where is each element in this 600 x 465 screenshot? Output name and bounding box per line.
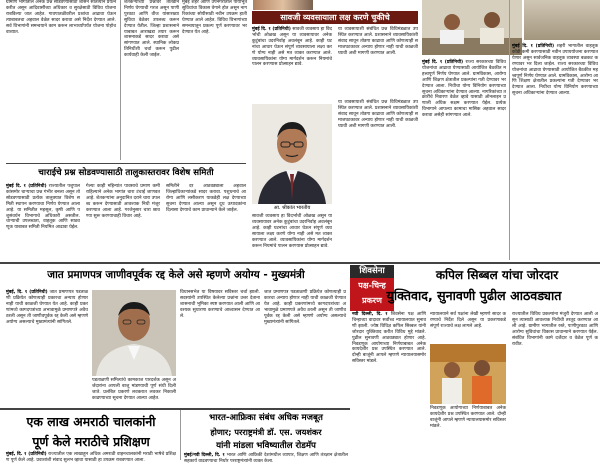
article-text: राज्यातील पशुपालकांसमोर चाऱ्याचा प्रश्न गंभीर बनला असून तो सोडवण्यासाठी प्रत्येक तालुक्यात विशेष समिती स्थापन करण्याचा निर्णय घेण्यात आला आहे. या समितीत महसूल, कृषी आणि पशुसंवर्धन विभागाचे अधिकारी असतील. चाऱ्याची उपलब्धता, वाहतूक आणि साठवणूक याबाबत समिती नियमित आढावा घेईल. [6, 184, 80, 231]
article-text: राज्य सरकारच्या विविध योजनांचा आढावा घेण्यासाठी आयोजित बैठकीत महत्त्वपूर्ण निर्णय घेण्यात आले. ग्रामविकास, आरोग्य आणि शिक्षण क्षेत्रातील प्रकल्पांना गती देण्यावर भर देण्यात आला. निधीचा योग्य विनियोग करण्याच्या सूचना अधिकाऱ्यांना देण्यात आल्या. [512, 61, 598, 97]
sibal-col-1 [352, 312, 426, 460]
column-divider [120, 0, 121, 160]
committee-col-3: समितीने दर आठवड्याला अहवाल जिल्हाधिकाऱ्यांकडे सादर करावा. पशुधनाचे आरोग्य आणि लसीकरण याकडेही लक्ष देण्याच्या सूचना देण्यात आल्या असून दूध उत्पादकांना दिलासा देण्याचे काम प्राधान्याने केले जाईल. [166, 184, 246, 213]
article-text: नागरिकांच्या तक्रारींचे निवारण वेळेत व्हावे यासाठी ऑनलाइन प्रणाली अधिक सक्षम करण्यात येईल. प्रत्येक विभागाने आपल्या कामाचा मासिक अहवाल सादर करावा असेही सांगण्यात आले. [422, 89, 506, 119]
committee-col-2: गेल्या काही महिन्यांत पावसाचे प्रमाण कमी राहिल्याने अनेक भागांत चारा टंचाई जाणवत आहे. शेतकऱ्यांना अनुदानित दराने चारा उपलब्ध करून देण्यासाठी आवश्यक निधी मंजूर करण्यात आला आहे. गरजेनुसार चारा छावण्या सुरू करण्याचाही विचार आहे. [86, 184, 160, 219]
label-line: प्रकरण [362, 296, 382, 305]
dateline: मुंबई/नवी दिल्ली, दि. १ [184, 453, 225, 458]
article-text: सावजी व्यवसाय हा विदर्भाची ओळख असून या व्यवसायावर अनेक कुटुंबांचा उदरनिर्वाह अवलंबून आहे. काही घटनांचा आधार घेऊन संपूर्ण व्यवसायाला लक्ष्य करणे योग्य नाही असे मत व्यक्त करण्यात आले. व्यावसायिकांना योग्य मार्गदर्शन करून नियमांचे पालन करण्यास प्रोत्साहन द्यावे. [252, 27, 332, 68]
dateline: मुंबई दि. १ (प्रतिनिधी) [422, 60, 464, 65]
savji-banner-headline: सावजी व्यवसायाला लक्ष करणे चुकीचे [252, 11, 418, 24]
dateline: मुंबई, दि. १ (प्रतिनिधी) [6, 290, 48, 295]
savji-body-continued: या व्यवसायाशी संबंधित प्रश्न विधिमंडळात उपस्थित करण्यात आले. प्रशासनाने व्यावसायिकांशी संवाद साधून तोडगा काढावा आणि कोणत्याही समाजघटकावर अन्याय होणार नाही याची काळजी घ्यावी अशी मागणी करण्यात आली. [338, 100, 418, 129]
india-africa-headline-line-1: भारत-आफ्रिका संबंध अधिक मजबूत [209, 413, 323, 423]
portrait-photo [252, 104, 332, 204]
caste-col-4: जात प्रमाणपत्र पडताळणी प्रक्रियेत कोणत्याही प्रकारचा अन्याय होणार नाही याची काळजी घेण्यात येत आहे. काही प्रकरणांमध्ये कागदपत्रांच्या अभावामुळे प्रमाणपत्रे अवैध ठरली असून ती जाणीवपूर्वक रद्द केली असे म्हणणे अयोग्य असल्याचे मुख्यमंत्र्यांनी सांगितले. [264, 290, 346, 325]
right-col-b [512, 44, 598, 260]
dateline: मुंबई दि. १ (प्रतिनिधी) [252, 27, 291, 32]
caste-col-1 [6, 290, 88, 404]
top-right-photo [524, 0, 600, 40]
sibal-headline-line-1: कपिल सिब्बल यांचा जोरदार [435, 268, 559, 282]
top-column-3: मुंबई शहर आणि उपनगरातील पायाभूत सुविधांचा विकास वेगाने होत असून नागरिकांच्या सोयीसाठी नवीन उपक्रम हाती घेण्यात आले आहेत. विविध विभागांच्या समन्वयातून प्रकल्प पूर्ण करण्यावर भर देण्यात येत आहे. [182, 0, 247, 35]
article-text: निवडणूक आयोगाच्या निर्णयाबाबत अनेक कायदेशीर प्रश्न उपस्थित करण्यात आले. दोन्ही बाजूंनी आपले म्हणणे न्यायालयासमोर सविस्तर मांडले. [352, 341, 426, 365]
savji-body-bottom: सावजी व्यवसाय हा विदर्भाची ओळख असून या व्यवसायावर अनेक कुटुंबांचा उदरनिर्वाह अवलंबून आहे. काही घटनांचा आधार घेऊन संपूर्ण व्यवसायाला लक्ष्य करणे योग्य नाही असे मत व्यक्त करण्यात आले. व्यावसायिकांना योग्य मार्गदर्शन करून नियमांचे पालन करण्यास प्रोत्साहन द्यावे. [252, 214, 332, 249]
section-rule [0, 262, 600, 264]
top-column-1: ग्रामीण भागातील अनेक प्रश्न सोडवण्यासाठी शासन सातत्याने प्रयत्न करीत असून आदिवासींच्या अधिकार व सुरक्षेसाठी विविध योजना राबविल्या जात आहेत. गावपातळीवरील प्रश्नांचा आढावा घेऊन त्याबाबतचा अहवाल वेळेत सादर करावा असे निर्देश देण्यात आले. सर्व विभागांनी समन्वयाने काम करून लाभार्थ्यांपर्यंत योजना पोहोचवाव्यात. [6, 0, 116, 35]
india-africa-body [184, 453, 348, 464]
article-text: राज्य सरकारच्या विविध योजनांचा आढावा घेण्यासाठी आयोजित बैठकीत महत्त्वपूर्ण निर्णय घेण्यात आले. ग्रामविकास, आरोग्य आणि शिक्षण क्षेत्रातील प्रकल्पांना गती देण्यावर भर देण्यात आला. निधीचा योग्य विनियोग करण्याच्या सूचना अधिकाऱ्यांना देण्यात आल्या. [422, 60, 506, 95]
sibal-photo [430, 344, 506, 404]
article-text: शिवसेना पक्ष आणि चिन्हाच्या वादावर सर्वोच्च न्यायालयात सुनावणी झाली. ज्येष्ठ विधिज्ञ कपिल सिब्बल यांनी जोरदार युक्तिवाद करीत विविध मुद्दे मांडले. पुढील सुनावणी आठवड्यात होणार आहे. [352, 312, 426, 341]
sibal-headline-line-2: युक्तिवाद, सुनावणी पुढील आठवड्यात [386, 288, 562, 303]
drivers-headline-line-1: एक लाख अमराठी चालकांनी [26, 414, 156, 429]
column-divider [509, 0, 510, 260]
article-text: जात प्रमाणपत्र पडताळणी प्रक्रियेत कोणत्याही प्रकारचा अन्याय होणार नाही याची काळजी घेण्यात येत आहे. काही प्रकरणांमध्ये कागदपत्रांच्या अभावामुळे प्रमाणपत्रे अवैध ठरली असून ती जाणीवपूर्वक रद्द केली असे म्हणणे अयोग्य असल्याचे मुख्यमंत्र्यांनी सांगितले. [6, 290, 88, 325]
committee-col-1 [6, 184, 80, 260]
label-line: पक्ष-चिन्ह [358, 281, 386, 290]
savji-body-right: या व्यवसायाशी संबंधित प्रश्न विधिमंडळात उपस्थित करण्यात आले. प्रशासनाने व्यावसायिकांशी संवाद साधून तोडगा काढावा आणि कोणत्याही समाजघटकावर अन्याय होणार नाही याची काळजी घ्यावी अशी मागणी करण्यात आली. [338, 27, 418, 56]
dateline: मुंबई दि. १ (प्रतिनिधी) [512, 44, 555, 49]
top-column-2: शेतकऱ्यांच्या प्रश्नांवर तातडीने निर्णय घेण्याची गरज असून पाणी पुरवठा आणि वीज यांसारख्या सुविधा वेळेवर उपलब्ध करून देण्यात येतील. जिल्हा प्रशासनाने याबाबत आराखडा तयार करून शासनाकडे सादर करावा असे सांगण्यात आले. स्थानिक लोकप्रतिनिधींशी चर्चा करून पुढील कार्यवाही केली जाईल. [124, 0, 179, 59]
right-col-a [422, 60, 506, 260]
caste-headline: जात प्रमाणपत्र जाणीवपूर्वक रद्द केले असे म्हणणे अयोग्य - मुख्यमंत्री [47, 269, 305, 281]
section-rule [6, 163, 246, 164]
dateline: मुंबई दि. १ (प्रतिनिधी) [6, 184, 47, 189]
caste-col-2: पडताळणी समित्यांचे कामकाज पारदर्शक असून अर्जदारांना आपली बाजू मांडण्याची पूर्ण संधी दिली जाते. प्रलंबित प्रकरणे लवकरात लवकर निकाली काढण्याच्या सूचना देण्यात आल्या आहेत. [92, 378, 176, 401]
label-line: शिवसेना [350, 265, 394, 278]
press-conference-photo [422, 0, 522, 55]
article-text: भारत आणि आफ्रिकी देशांमधील व्यापार, शिक्षण आणि तंत्रज्ञान क्षेत्रातील सहकार्य वाढवण्याचा निर्धार परराष्ट्रमंत्र्यांनी व्यक्त केला. [184, 453, 348, 464]
dateline: नवी दिल्ली, दि. १ [352, 312, 388, 317]
drivers-body [6, 452, 176, 463]
article-text: शहरी भागातील वाहतूक कोंडी कमी करण्यासाठी नवीन उपाययोजना करण्यात येणार असून सार्वजनिक वाहतूक व्यवस्था बळकट करण्यावर भर दिला जाईल. [512, 44, 598, 67]
drivers-headline-line-2: पूर्ण केले मराठीचे प्रशिक्षण [32, 434, 150, 449]
section-rule [0, 408, 350, 410]
committee-headline: चाराईचे प्रश्न सोडवण्यासाठी तालुकास्तरावर विशेष समिती [38, 168, 214, 178]
sibal-col-3: निवडणूक आयोगाच्या निर्णयाबाबत अनेक कायदेशीर प्रश्न उपस्थित करण्यात आले. दोन्ही बाजूंनी आपले म्हणणे न्यायालयासमोर सविस्तर मांडले. [430, 406, 506, 429]
india-africa-headline-line-3: यांनी मांडला भविष्यातील रोडमॅप [216, 441, 316, 451]
chief-minister-photo [92, 290, 176, 376]
caste-col-3: विधानसभेत या विषयावर सविस्तर चर्चा झाली. सदस्यांनी उपस्थित केलेल्या प्रश्नांना उत्तर देताना शासनाची भूमिका स्पष्ट करण्यात आली आणि आवश्यक सुधारणा करण्याचे आश्वासन देण्यात आले. [180, 290, 260, 319]
right-bottom-col: राज्यातील विविध प्रकल्पांना मंजुरी देण्यात आली असून त्यासाठी आवश्यक निधीची तरतूद करण्यात आली आहे. ग्रामीण भागातील रस्ते, पाणीपुरवठा आणि आरोग्य सुविधांचा विकास प्राधान्याने करण्यात येईल. संबंधित विभागांनी कामे दर्जेदार व वेळेत पूर्ण करावीत. [512, 312, 598, 347]
dateline: मुंबई, दि. १ (प्रतिनिधी) [6, 452, 47, 457]
article-text: राज्यातील एक लाखाहून अधिक अमराठी वाहनचालकांनी मराठी भाषेचे प्रशिक्षण पूर्ण केले आहे. प्रवाशांशी संवाद सुलभ व्हावा यासाठी हा उपक्रम राबवण्यात आला. [6, 452, 176, 463]
sibal-col-2: न्यायालयाने सर्व पक्षांना लेखी म्हणणे सादर करण्याचे निर्देश दिले असून या प्रकरणाकडे संपूर्ण राज्याचे लक्ष लागले आहे. [430, 312, 506, 329]
portrait-caption: आ. श्रीकांत भारतीय [273, 205, 311, 211]
india-africa-headline-line-2: होणार; परराष्ट्रमंत्री डॉ. एस. जयशंकर [210, 427, 322, 437]
column-divider [180, 410, 181, 460]
top-photo [253, 0, 313, 10]
